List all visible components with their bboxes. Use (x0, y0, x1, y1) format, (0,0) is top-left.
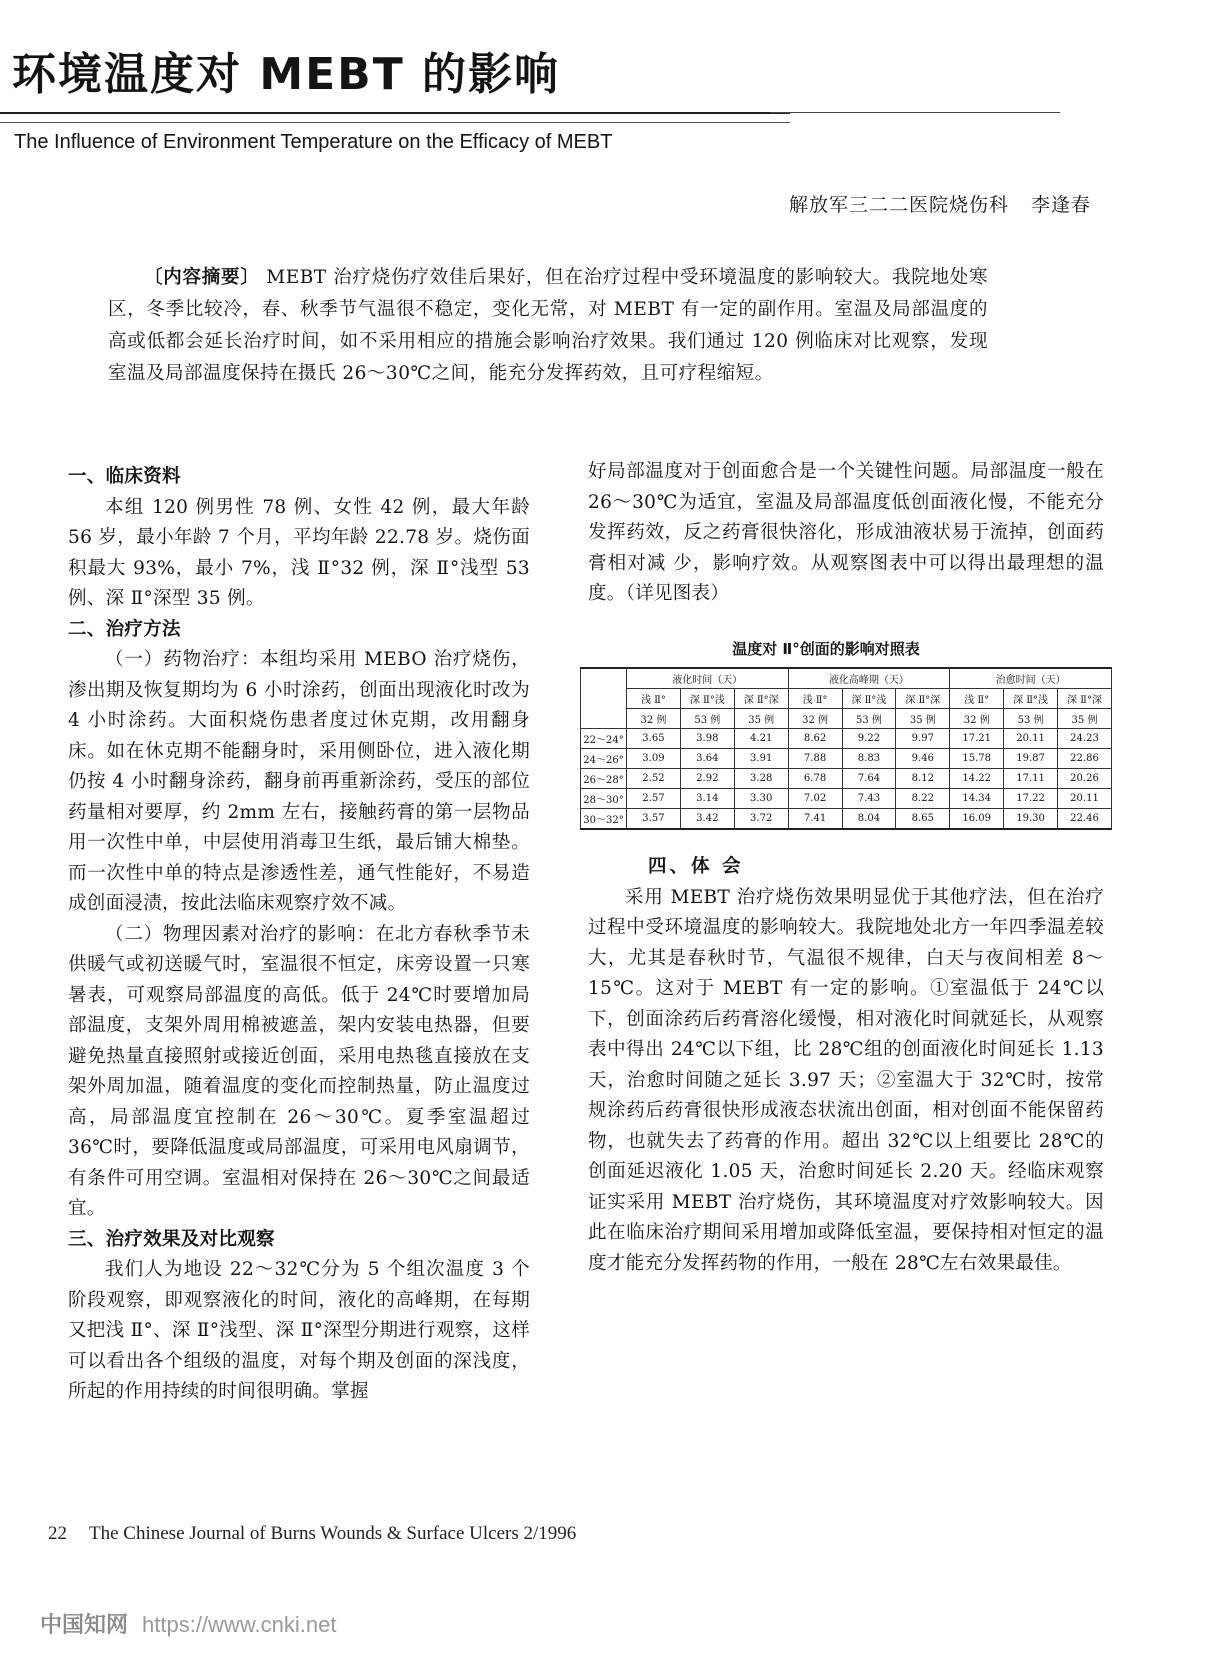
table-subheader: 深 Ⅱ°浅 (842, 689, 896, 709)
table-count-cell: 35 例 (1058, 709, 1112, 729)
table-count-row (581, 709, 1112, 729)
table-group-header: 液化高峰期（天） (788, 668, 950, 689)
table-group-header: 液化时间（天） (627, 668, 789, 689)
table-cell: 17.22 (1004, 789, 1058, 809)
section-heading-3: 三、治疗效果及对比观察 (68, 1228, 275, 1250)
author-affiliation: 解放军三二二医院烧伤科 (788, 194, 1009, 216)
table-cell: 20.26 (1058, 769, 1112, 789)
table-subheader: 深 Ⅱ°深 (734, 689, 788, 709)
section-2-paragraph-2: （二）物理因素对治疗的影响：在北方春秋季节未供暖气或初送暖气时，室温很不恒定，床旁设置一只寒暑表，可观察局部温度的高低。低于 24℃时要增加局部温度，支架外周用棉被遮盖，架内安装电热器，但要避免热量直接照射或接近创面，采用电热毯直接放在支架外周加温，随着温度的变化而控制热量，防止温度过高，局部温度宜控制在 26～30℃。夏季室温超过 36℃时，要降低温度或局部温度，可采用电风扇调节，有条件可用空调。室温相对保持在 26～30℃之间最适宜。 (68, 923, 530, 1219)
table-cell: 7.88 (788, 749, 842, 769)
table-group-header: 治愈时间（天） (950, 668, 1112, 689)
table-cell: 9.46 (896, 749, 950, 769)
section-2-paragraph-1: （一）药物治疗：本组均采用 MEBO 治疗烧伤，渗出期及恢复期均为 6 小时涂药，创面出现液化时改为 4 小时涂药。大面积烧伤患者度过休克期，改用翻身床。如在休克期不能翻身时，采用侧卧位，进入液化期仍按 4 小时翻身涂药，翻身前再重新涂药，受压的部位药量相对要厚，约 2mm 左右，接触药膏的第一层物品用一次性中单，中层使用消毒卫生纸，最后铺大棉垫。而一次性中单的特点是渗透性差，通气性能好，不易造成创面浸渍，按此法临床观察疗效不减。 (68, 649, 530, 914)
body-column-right-top (588, 457, 1104, 610)
table-subheader-row (581, 689, 1112, 709)
cnki-watermark (40, 1608, 336, 1639)
abstract (108, 262, 988, 390)
title-rule-extension (770, 112, 1060, 113)
table-corner-cell (581, 668, 627, 729)
title-rule-thick (0, 112, 790, 114)
table-cell: 3.98 (680, 729, 734, 749)
table-row (581, 809, 1112, 830)
table-temp-cell: 28～30° (581, 789, 627, 809)
table-subheader: 浅 Ⅱ° (627, 689, 681, 709)
table-cell: 22.46 (1058, 809, 1112, 830)
table-subheader: 浅 Ⅱ° (788, 689, 842, 709)
table-header-group-row (581, 668, 1112, 689)
table-row (581, 749, 1112, 769)
section-4-paragraph: 采用 MEBT 治疗烧伤效果明显优于其他疗法，但在治疗过程中受环境温度的影响较大。我院地处北方一年四季温差较大，尤其是春秋时节，气温很不规律，白天与夜间相差 8～15℃。这对于 MEBT 有一定的影响。①室温低于 24℃以下，创面涂药后药膏溶化缓慢，相对液化时间就延长，从观察表中得出 24℃以下组，比 28℃组的创面液化时间延长 1.13 天，治愈时间随之延长 3.97 天；②室温大于 32℃时，按常规涂药后药膏很快形成液态状流出创面，相对创面不能保留药物，也就失去了药膏的作用。超出 32℃以上组要比 28℃的创面延迟液化 1.05 天，治愈时间延长 2.20 天。经临床观察证实采用 MEBT 治疗烧伤，其环境温度对疗效影响较大。因此在临床治疗期间采用增加或降低室温，要保持相对恒定的温度才能充分发挥药物的作用，一般在 28℃左右效果最佳。 (588, 886, 1104, 1274)
table-subheader: 深 Ⅱ°浅 (680, 689, 734, 709)
temperature-comparison-table (580, 667, 1112, 830)
table-cell: 4.21 (734, 729, 788, 749)
comparison-table-block (580, 638, 1112, 830)
table-cell: 8.65 (896, 809, 950, 830)
table-subheader: 深 Ⅱ°深 (896, 689, 950, 709)
table-cell: 22.86 (1058, 749, 1112, 769)
section-heading-1: 一、临床资料 (68, 466, 181, 487)
table-temp-cell: 22～24° (581, 729, 627, 749)
table-cell: 2.52 (627, 769, 681, 789)
table-cell: 7.43 (842, 789, 896, 809)
table-cell: 9.22 (842, 729, 896, 749)
table-subheader: 深 Ⅱ°深 (1058, 689, 1112, 709)
table-cell: 3.09 (627, 749, 681, 769)
body-column-right-bottom (588, 852, 1104, 1279)
table-cell: 3.14 (680, 789, 734, 809)
page-footer (48, 1523, 576, 1545)
table-row (581, 729, 1112, 749)
section-heading-2: 二、治疗方法 (68, 618, 181, 640)
table-subheader: 深 Ⅱ°浅 (1004, 689, 1058, 709)
table-cell: 8.12 (896, 769, 950, 789)
section-3-paragraph: 我们人为地设 22～32℃分为 5 个组次温度 3 个阶段观察，即观察液化的时间，液化的高峰期，在每期又把浅 Ⅱ°、深 Ⅱ°浅型、深 Ⅱ°深型分期进行观察，这样可以看出各个组级的温度，对每个期及创面的深浅度，所起的作用持续的时间很明确。掌握 (68, 1259, 530, 1402)
abstract-label: 〔内容摘要〕 (144, 267, 260, 288)
table-cell: 7.41 (788, 809, 842, 830)
abstract-text: MEBT 治疗烧伤疗效佳后果好，但在治疗过程中受环境温度的影响较大。我院地处寒区，冬季比较冷，春、秋季节气温很不稳定，变化无常，对 MEBT 有一定的副作用。室温及局部温度的高或低都会延长治疗时间，如不采用相应的措施会影响治疗效果。我们通过 120 例临床对比观察，发现室温及局部温度保持在摄氏 26～30℃之间，能充分发挥药效，且可疗程缩短。 (108, 267, 988, 384)
table-cell: 2.57 (627, 789, 681, 809)
table-cell: 14.22 (950, 769, 1004, 789)
table-temp-cell: 24～26° (581, 749, 627, 769)
table-cell: 14.34 (950, 789, 1004, 809)
table-cell: 17.21 (950, 729, 1004, 749)
table-count-cell: 32 例 (788, 709, 842, 729)
table-cell: 19.30 (1004, 809, 1058, 830)
table-cell: 3.72 (734, 809, 788, 830)
table-subheader: 浅 Ⅱ° (950, 689, 1004, 709)
table-count-cell: 53 例 (1004, 709, 1058, 729)
table-cell: 7.02 (788, 789, 842, 809)
table-cell: 3.64 (680, 749, 734, 769)
table-cell: 16.09 (950, 809, 1004, 830)
table-count-cell: 32 例 (627, 709, 681, 729)
table-cell: 8.04 (842, 809, 896, 830)
table-row (581, 789, 1112, 809)
article-title-english: The Influence of Environment Temperature on the Efficacy of MEBT (14, 131, 613, 153)
table-row (581, 769, 1112, 789)
table-count-cell: 35 例 (734, 709, 788, 729)
table-cell: 6.78 (788, 769, 842, 789)
table-caption: 温度对 Ⅱ°创面的影响对照表 (732, 640, 920, 658)
body-column-left (68, 462, 530, 1408)
article-title-chinese: 环境温度对 MEBT 的影响 (12, 49, 561, 100)
cnki-logo: 中国知网 (40, 1612, 129, 1637)
table-cell: 3.30 (734, 789, 788, 809)
table-cell: 3.91 (734, 749, 788, 769)
table-cell: 20.11 (1004, 729, 1058, 749)
table-cell: 9.97 (896, 729, 950, 749)
table-count-cell: 32 例 (950, 709, 1004, 729)
table-temp-cell: 30～32° (581, 809, 627, 830)
author-line (789, 190, 1091, 217)
table-temp-cell: 26～28° (581, 769, 627, 789)
table-cell: 3.28 (734, 769, 788, 789)
table-cell: 8.22 (896, 789, 950, 809)
page-number: 22 (48, 1523, 67, 1544)
table-cell: 8.83 (842, 749, 896, 769)
table-cell: 3.42 (680, 809, 734, 830)
table-count-cell: 53 例 (842, 709, 896, 729)
section-1-paragraph: 本组 120 例男性 78 例、女性 42 例，最大年龄 56 岁，最小年龄 7 个月，平均年龄 22.78 岁。烧伤面积最大 93%，最小 7%，浅 Ⅱ°32 例，深 Ⅱ°浅型 53 例、深 Ⅱ°深型 35 例。 (68, 496, 530, 609)
table-cell: 8.62 (788, 729, 842, 749)
table-count-cell: 35 例 (896, 709, 950, 729)
table-cell: 3.57 (627, 809, 681, 830)
table-count-cell: 53 例 (680, 709, 734, 729)
cnki-url[interactable]: https://www.cnki.net (142, 1612, 337, 1637)
section-3-paragraph-continued: 好局部温度对于创面愈合是一个关键性问题。局部温度一般在 26～30℃为适宜，室温及局部温度低创面液化慢，不能充分发挥药效，反之药膏很快溶化，形成油液状易于流掉，创面药膏相对减 少，影响疗效。从观察图表中可以得出最理想的温度。（详见图表） (588, 461, 1104, 604)
table-cell: 2.92 (680, 769, 734, 789)
table-cell: 24.23 (1058, 729, 1112, 749)
table-cell: 7.64 (842, 769, 896, 789)
table-cell: 15.78 (950, 749, 1004, 769)
table-cell: 3.65 (627, 729, 681, 749)
table-cell: 17.11 (1004, 769, 1058, 789)
author-name: 李逢春 (1030, 194, 1091, 216)
journal-citation: The Chinese Journal of Burns Wounds & Surface Ulcers 2/1996 (89, 1523, 577, 1544)
title-rule-thin (0, 122, 790, 123)
table-cell: 20.11 (1058, 789, 1112, 809)
section-heading-4: 四、体 会 (648, 856, 744, 877)
table-cell: 19.87 (1004, 749, 1058, 769)
